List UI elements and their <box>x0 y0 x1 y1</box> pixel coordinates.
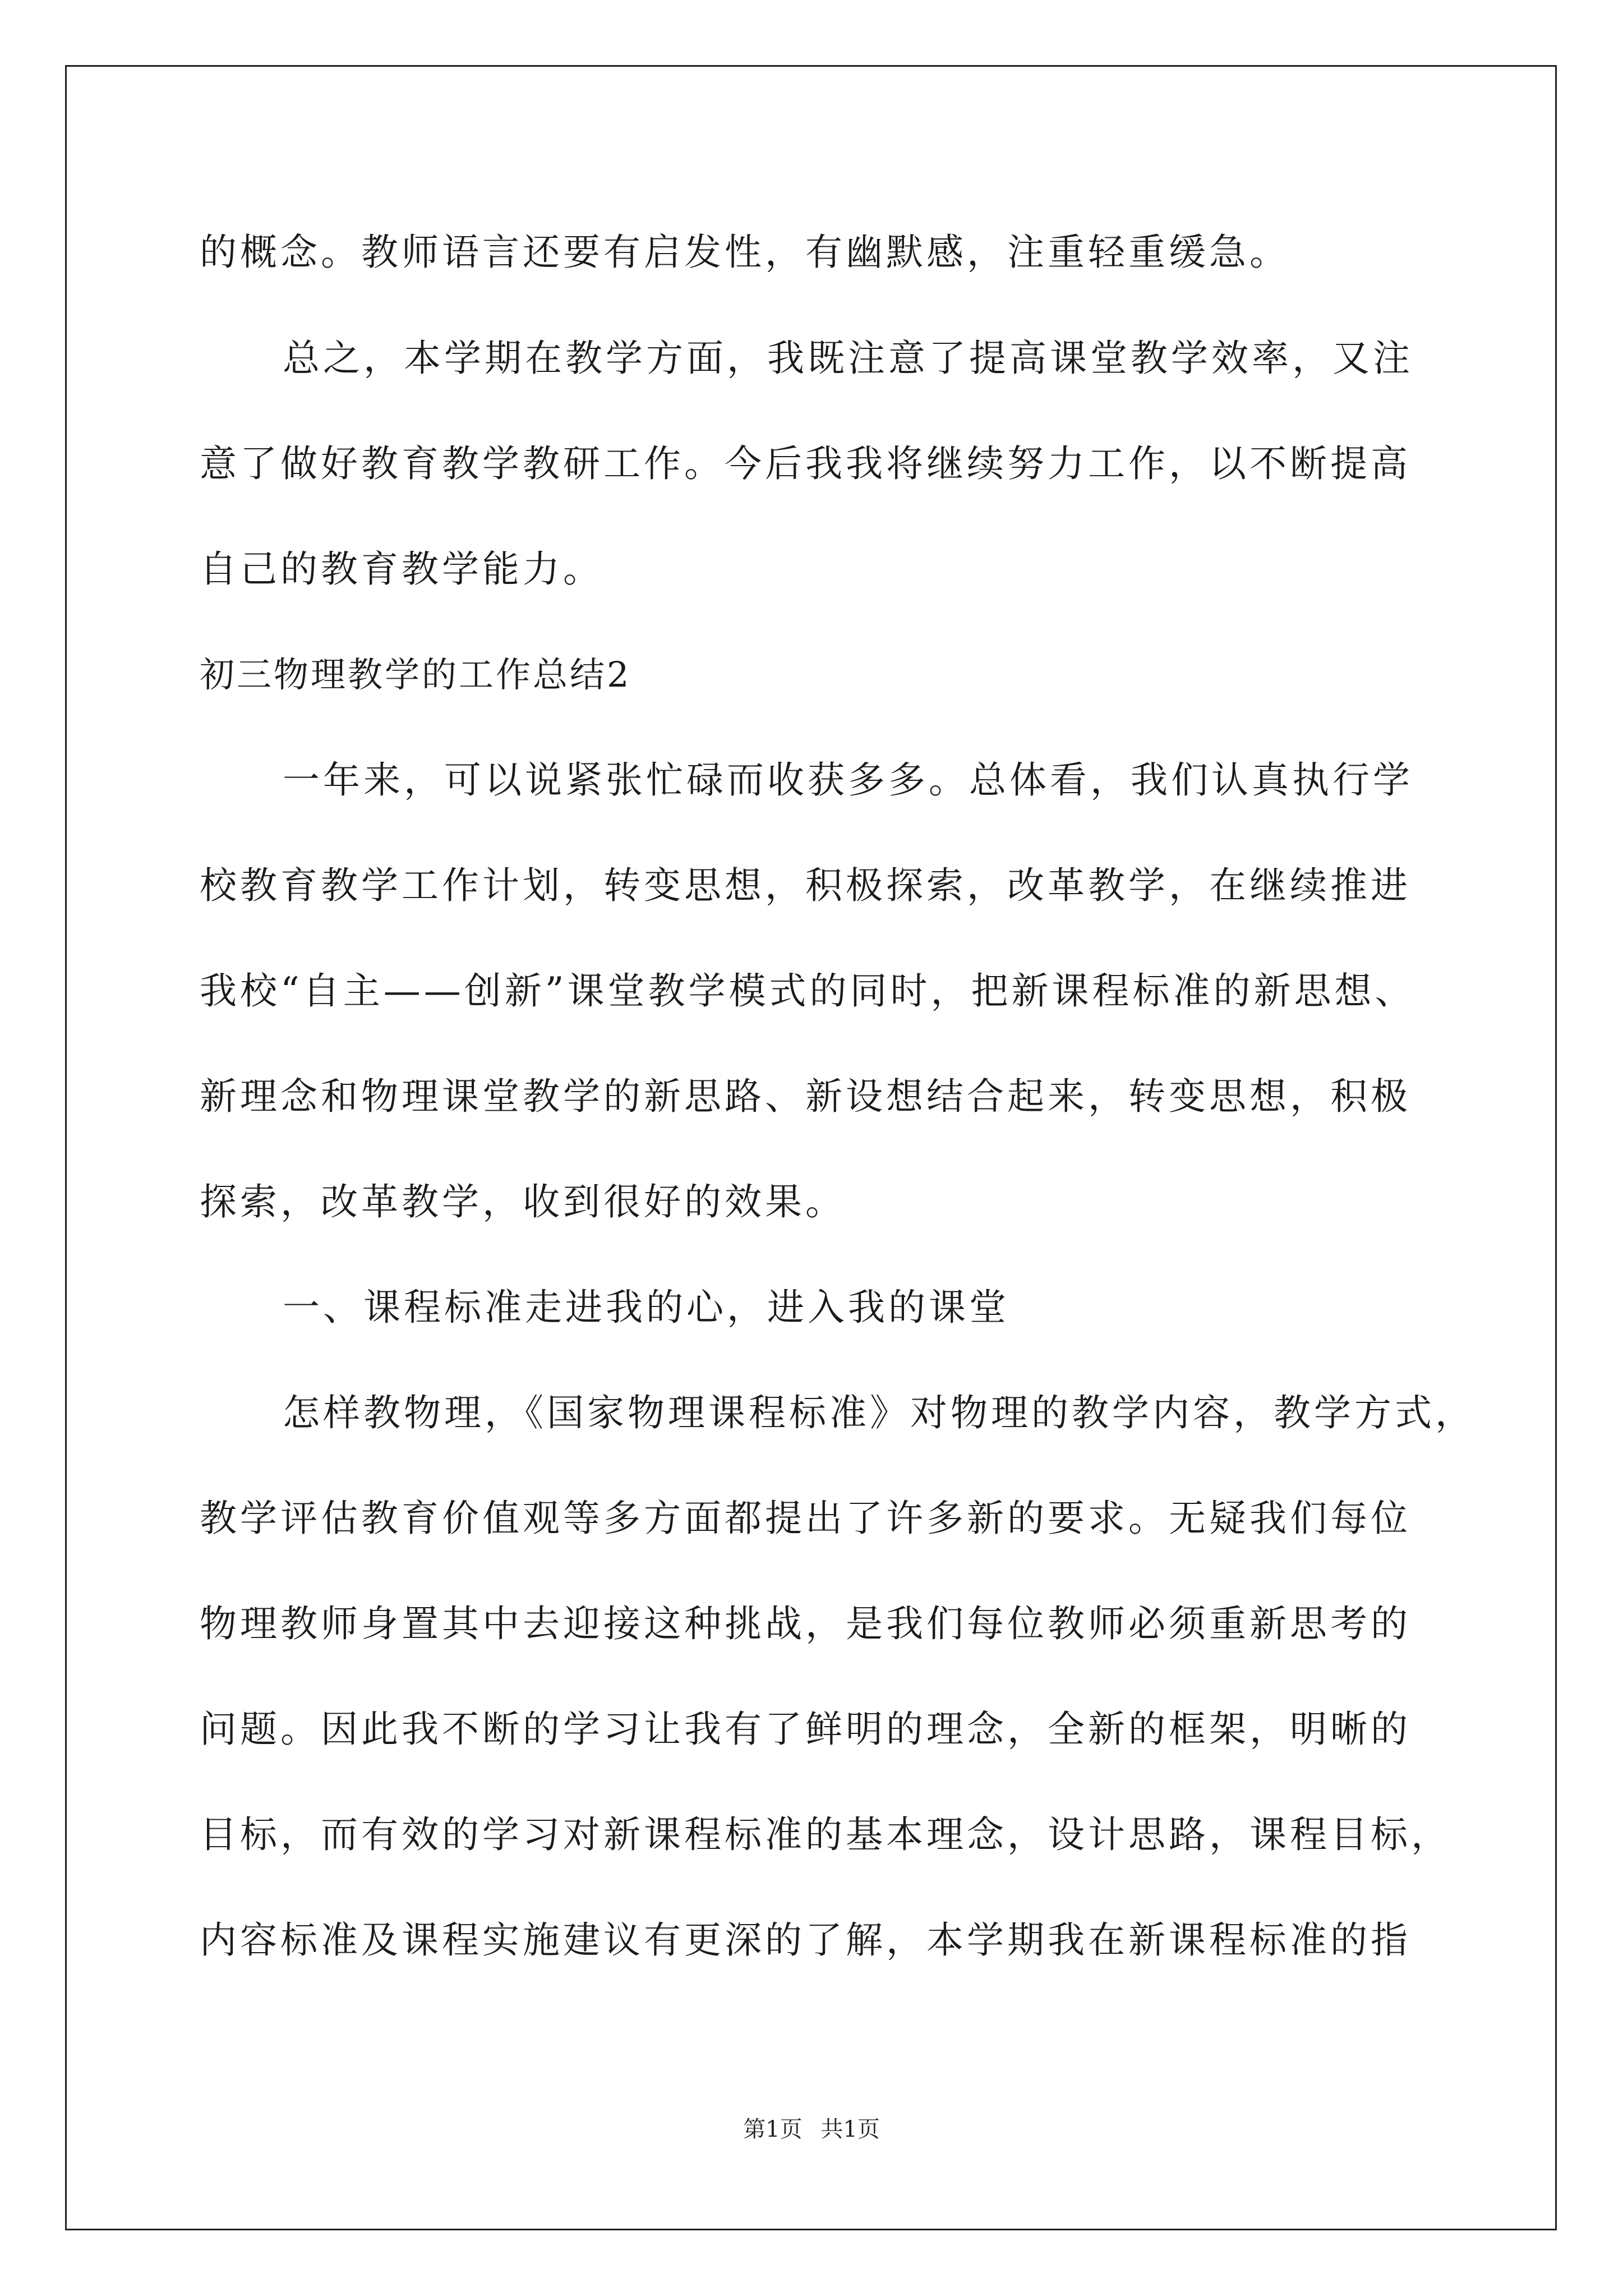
subheading: 一、课程标准走进我的心，进入我的课堂 <box>283 1286 1009 1329</box>
paragraph-line: 校教育教学工作计划，转变思想，积极探索，改革教学，在继续推进 <box>200 864 1411 907</box>
paragraph-line: 教学评估教育价值观等多方面都提出了许多新的要求。无疑我们每位 <box>200 1497 1411 1540</box>
paragraph-line: 物理教师身置其中去迎接这种挑战，是我们每位教师必须重新思考的 <box>200 1602 1411 1645</box>
paragraph-line: 问题。因此我不断的学习让我有了鲜明的理念，全新的框架，明晰的 <box>200 1708 1411 1751</box>
paragraph-line: 我校“自主——创新”课堂教学模式的同时，把新课程标准的新思想、 <box>200 969 1415 1013</box>
page-footer <box>0 2116 1623 2143</box>
paragraph-line: 总之，本学期在教学方面，我既注意了提高课堂教学效率，又注 <box>283 337 1413 380</box>
paragraph-line: 自己的教育教学能力。 <box>200 547 603 591</box>
paragraph-line: 怎样教物理，《国家物理课程标准》对物理的教学内容，教学方式， <box>283 1391 1476 1434</box>
page-number-total: 共1页 <box>820 2116 880 2142</box>
paragraph-line: 的概念。教师语言还要有启发性，有幽默感，注重轻重缓急。 <box>200 231 1290 274</box>
paragraph-line: 意了做好教育教学教研工作。今后我我将继续努力工作，以不断提高 <box>200 442 1411 485</box>
paragraph-line: 内容标准及课程实施建议有更深的了解，本学期我在新课程标准的指 <box>200 1918 1411 1962</box>
paragraph-line: 探索，改革教学，收到很好的效果。 <box>200 1180 846 1223</box>
paragraph-line: 目标，而有效的学习对新课程标准的基本理念，设计思路，课程目标， <box>200 1813 1451 1856</box>
page-number-current: 第1页 <box>743 2116 803 2142</box>
page-border <box>65 65 1557 2230</box>
paragraph-line: 新理念和物理课堂教学的新思路、新设想结合起来，转变思想，积极 <box>200 1075 1411 1118</box>
paragraph-line: 一年来，可以说紧张忙碌而收获多多。总体看，我们认真执行学 <box>283 758 1413 802</box>
section-title: 初三物理教学的工作总结2 <box>200 654 631 695</box>
